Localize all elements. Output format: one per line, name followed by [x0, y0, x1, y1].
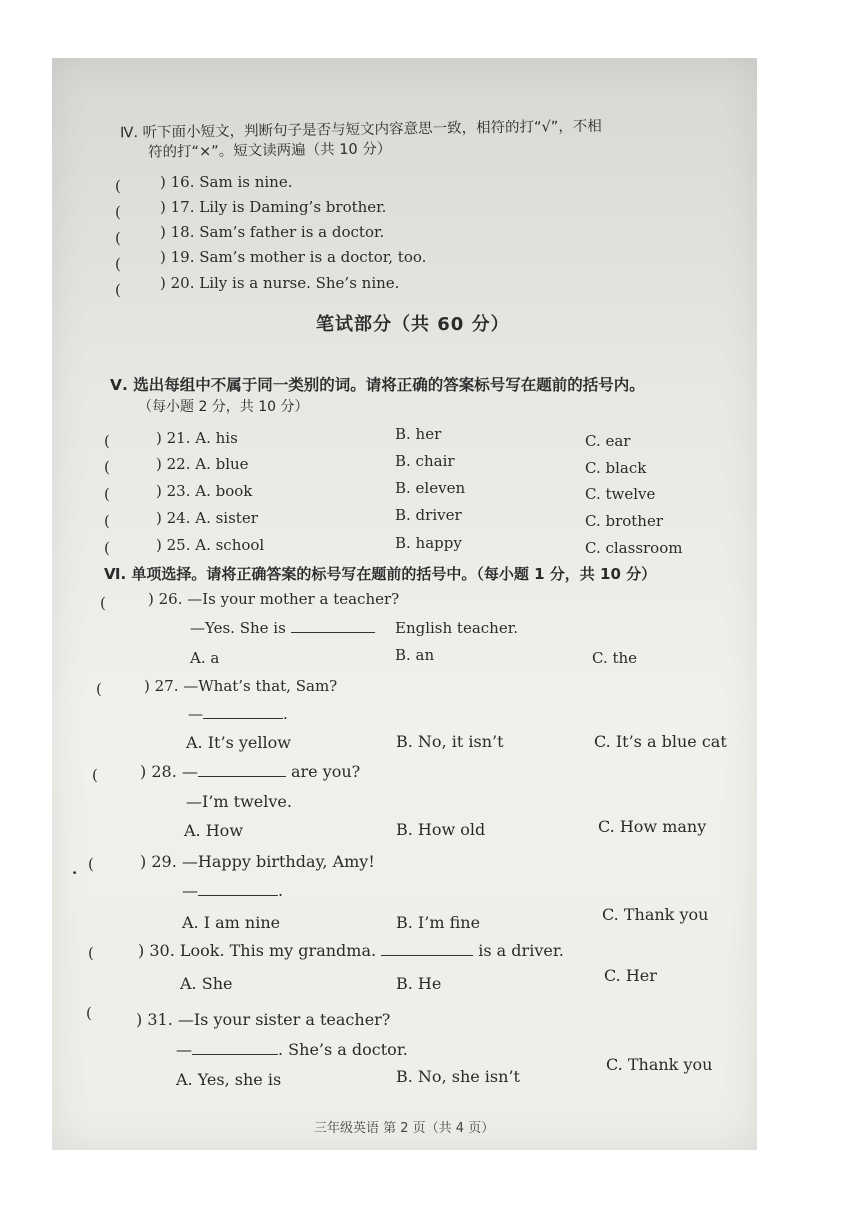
answer-blank [291, 620, 375, 633]
option-b: B. driver [395, 506, 462, 524]
answer-blank [192, 1042, 278, 1055]
option-a: A. a [190, 649, 220, 667]
question-27: ) 27. —What’s that, Sam? [144, 677, 338, 695]
option-a: A. Yes, she is [176, 1070, 282, 1089]
answer-paren: ( [115, 281, 121, 299]
answer-blank [198, 764, 286, 777]
question-17: ) 17. Lily is Daming’s brother. [160, 198, 387, 216]
answer-blank [381, 943, 473, 956]
question-24: ) 24. A. sister [156, 509, 258, 527]
question-22: ) 22. A. blue [156, 455, 249, 473]
option-b: B. No, she isn’t [396, 1067, 520, 1086]
answer-paren: ( [104, 539, 110, 557]
section5-heading-line2: （每小题 2 分，共 10 分） [138, 399, 309, 415]
answer-paren: ( [115, 255, 121, 273]
question-30: ) 30. Look. This my grandma. is a driver. [138, 941, 564, 960]
option-c: C. brother [585, 512, 664, 530]
question-29-line2: — . [182, 881, 284, 900]
option-c: C. Her [604, 966, 657, 985]
option-a: A. How [184, 821, 244, 840]
answer-paren: ( [100, 594, 106, 612]
question-26-line2-end: English teacher. [395, 619, 519, 637]
question-28-line2: —I’m twelve. [186, 792, 292, 811]
option-b: B. an [395, 646, 435, 664]
answer-paren: ( [104, 485, 110, 503]
option-a: A. It’s yellow [186, 733, 291, 752]
option-b: B. happy [395, 534, 462, 552]
question-23: ) 23. A. book [156, 482, 253, 500]
question-27-line2: — . [188, 705, 288, 723]
question-31: ) 31. —Is your sister a teacher? [136, 1010, 391, 1029]
option-c: C. Thank you [602, 905, 709, 924]
question-25: ) 25. A. school [156, 536, 265, 554]
written-part-title: 笔试部分（共 60 分） [316, 314, 510, 335]
option-b: B. her [395, 425, 442, 443]
answer-paren: ( [92, 766, 98, 784]
option-a: A. I am nine [182, 913, 281, 932]
answer-paren: ( [88, 944, 94, 962]
question-26-line2: —Yes. She is [190, 619, 375, 637]
question-28: ) 28. — are you? [140, 762, 361, 781]
question-21: ) 21. A. his [156, 429, 238, 447]
section4-heading-line2: 符的打“×”。短文读两遍（共 10 分） [147, 141, 392, 161]
option-c: C. Thank you [606, 1055, 713, 1074]
answer-paren: ( [115, 229, 121, 247]
question-16: ) 16. Sam is nine. [160, 173, 293, 191]
answer-paren: ( [115, 177, 121, 195]
option-c: C. twelve [585, 485, 656, 503]
option-b: B. chair [395, 452, 455, 470]
question-19: ) 19. Sam’s mother is a doctor, too. [160, 248, 427, 266]
section5-heading-line1: Ⅴ. 选出每组中不属于同一类别的词。请将正确的答案标号写在题前的括号内。 [110, 376, 645, 394]
section6-heading: Ⅵ. 单项选择。请将正确答案的标号写在题前的括号中。（每小题 1 分，共 10 分） [104, 565, 657, 583]
option-c: C. black [585, 459, 647, 477]
option-c: C. classroom [585, 539, 683, 557]
answer-blank [203, 706, 283, 719]
answer-paren: ( [104, 458, 110, 476]
option-b: B. How old [396, 820, 486, 839]
question-20: ) 20. Lily is a nurse. She’s nine. [160, 274, 400, 292]
option-b: B. eleven [395, 479, 466, 497]
answer-paren: ( [115, 203, 121, 221]
answer-paren: ( [104, 512, 110, 530]
exam-page [52, 58, 757, 1150]
answer-paren: ( [86, 1004, 92, 1022]
option-b: B. He [396, 974, 442, 993]
option-c: C. How many [598, 817, 707, 836]
option-c: C. It’s a blue cat [594, 732, 727, 751]
answer-blank [198, 883, 278, 896]
page-footer: 三年级英语 第 2 页（共 4 页） [314, 1121, 495, 1136]
answer-paren: ( [104, 432, 110, 450]
section4-heading-line1: Ⅳ. 听下面小短文，判断句子是否与短文内容意思一致，相符的打“√”，不相 [119, 118, 602, 142]
option-b: B. No, it isn’t [396, 732, 504, 751]
option-a: A. She [180, 974, 233, 993]
answer-paren: ( [88, 855, 94, 873]
stray-dot: . [72, 860, 78, 878]
option-c: C. ear [585, 432, 631, 450]
question-18: ) 18. Sam’s father is a doctor. [160, 223, 385, 241]
question-29: ) 29. —Happy birthday, Amy! [140, 852, 375, 871]
option-b: B. I’m fine [396, 913, 481, 932]
question-31-line2: — . She’s a doctor. [176, 1040, 408, 1059]
answer-paren: ( [96, 680, 102, 698]
question-26: ) 26. —Is your mother a teacher? [148, 590, 400, 608]
option-c: C. the [592, 649, 638, 667]
